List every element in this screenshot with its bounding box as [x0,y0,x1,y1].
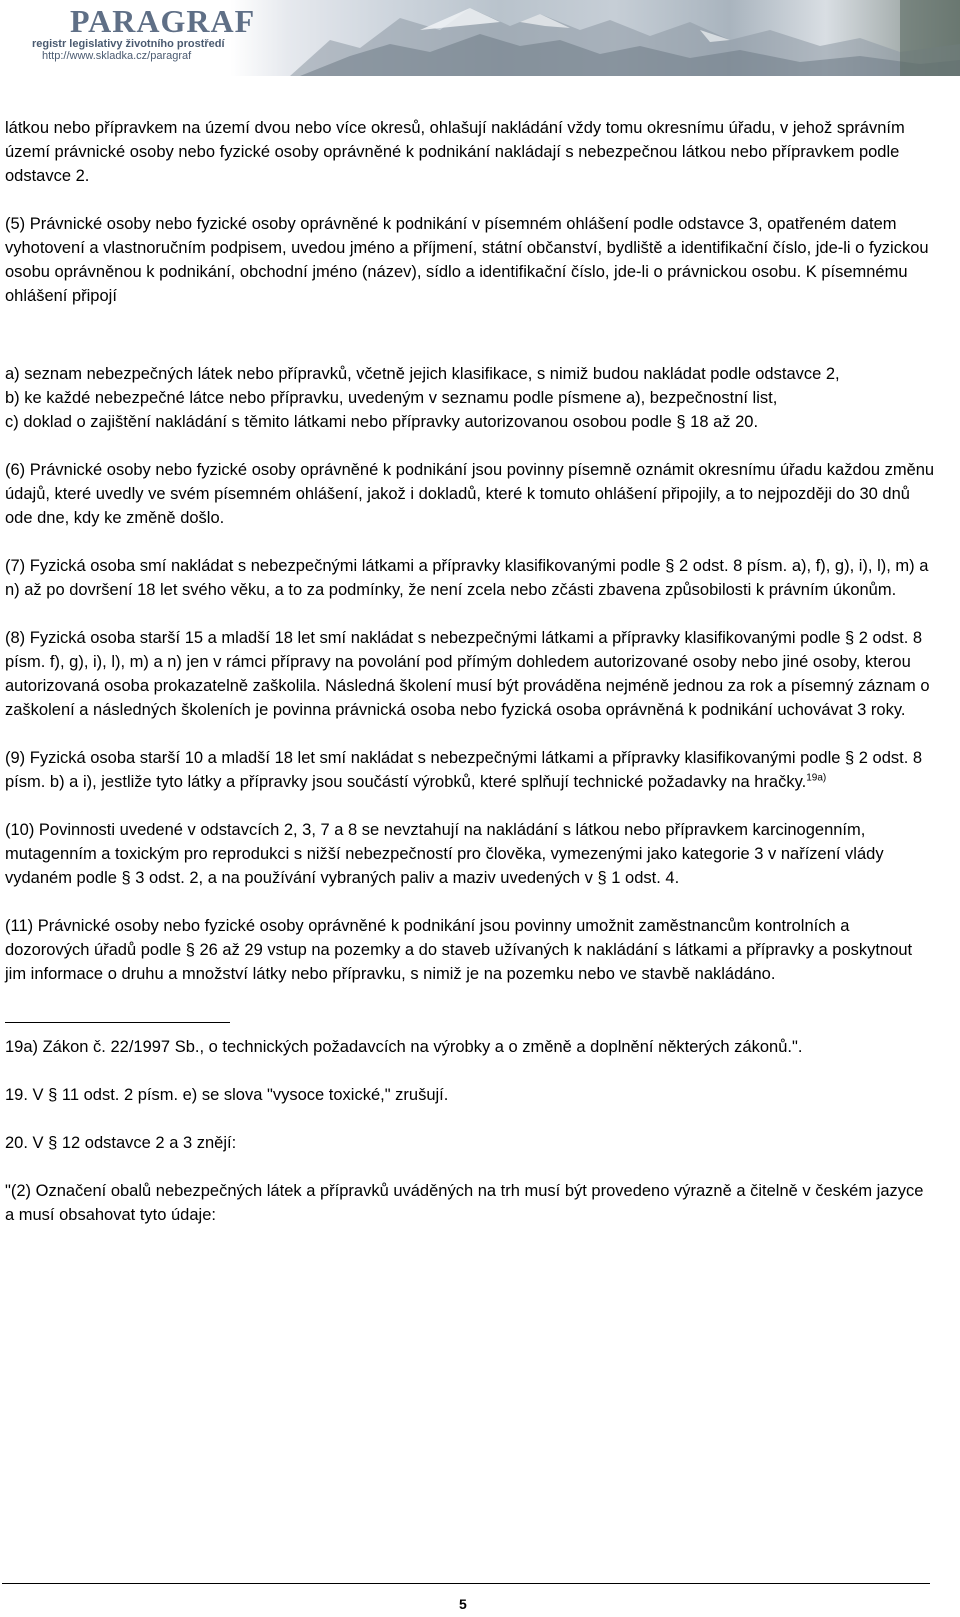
paragraph-intro: látkou nebo přípravkem na území dvou nebo více okresů, ohlašují nakládání vždy tomu okresnímu úřadu, v jehož správním území právnické osoby nebo fyzické osoby oprávněné k podnikání nakládají s nebezpečnou látkou nebo přípravkem podle odstavce 2. [5,119,905,185]
paragraf-logo [28,4,288,62]
footnote-19a: 19a) Zákon č. 22/1997 Sb., o technických požadavcích na výrobky a o změně a doplnění některých zákonů.". [5,1038,803,1056]
paragraph-2-new: "(2) Označení obalů nebezpečných látek a přípravků uváděných na trh musí být provedeno výrazně a čitelně v českém jazyce a musí obsahovat tyto údaje: [5,1182,924,1224]
paragraph-11: (11) Právnické osoby nebo fyzické osoby oprávněné k podnikání jsou povinny umožnit zaměstnancům kontrolních a dozorových úřadů podle § 26 až 29 vstup na pozemky a do staveb užívaných k nakládání s látkami a přípravky a poskytnout jim informace o druhu a množství látky nebo přípravku, s nimiž je na pozemku nebo ve stavbě nakládáno. [5,917,913,983]
paragraph-8: (8) Fyzická osoba starší 15 a mladší 18 let smí nakládat s nebezpečnými látkami a přípravky klasifikovanými podle § 2 odst. 8 písm. f), g), i), l), m) a n) jen v rámci přípravy na povolání pod přímým dohledem autorizované osoby nebo jiné osoby, kterou autorizovaná osoba prokazatelně zaškolila. Následná školení musí být prováděna nejméně jednou za rok a písemný záznam o zaškolení a následných školeních je povinna právnická osoba nebo fyzická osoba oprávněná k podnikání uchovávat 3 roky. [5,629,930,719]
page-bottom-divider [2,1583,930,1584]
list-item-b: b) ke každé nebezpečné látce nebo přípravku, uvedeným v seznamu podle písmene a), bezpečnostní list, [5,389,778,407]
paragraph-7: (7) Fyzická osoba smí nakládat s nebezpečnými látkami a přípravky klasifikovanými podle § 2 odst. 8 písm. a), f), g), i), l), m) a n) až po dovršení 18 let svého věku, a to za podmínky, že není zcela nebo zčásti zbavena způsobilosti k právním úkonům. [5,557,929,599]
page-number: 5 [459,1596,467,1612]
footnote-reference-19a: 19a) [806,772,827,784]
logo-url: http://www.skladka.cz/paragraf [42,50,192,62]
point-20: 20. V § 12 odstavce 2 a 3 znějí: [5,1134,237,1152]
paragraph-6: (6) Právnické osoby nebo fyzické osoby oprávněné k podnikání jsou povinny písemně oznámit okresnímu úřadu každou změnu údajů, které uvedly ve svém písemném ohlášení, jakož i dokladů, které k tomuto ohlášení připojily, a to nejpozději do 30 dnů ode dne, kdy ke změně došlo. [5,461,935,527]
logo-subtitle: registr legislativy životního prostředí [32,38,225,50]
list-item-a: a) seznam nebezpečných látek nebo přípravků, včetně jejich klasifikace, s nimiž budou nakládat podle odstavce 2, [5,365,840,383]
paragraph-9-text: (9) Fyzická osoba starší 10 a mladší 18 let smí nakládat s nebezpečnými látkami a přípravky klasifikovanými podle § 2 odst. 8 písm. b) a i), jestliže tyto látky a přípravky jsou součástí výrobků, které splňují technické požadavky na hračky. [5,749,923,791]
footnote-divider [5,1022,230,1023]
page-header-banner [0,0,960,76]
document-body [5,116,935,1227]
list-item-c: c) doklad o zajištění nakládání s těmito látkami nebo přípravky autorizovanou osobou podle § 18 až 20. [5,413,759,431]
paragraph-5: (5) Právnické osoby nebo fyzické osoby oprávněné k podnikání v písemném ohlášení podle odstavce 3, opatřeném datem vyhotovení a vlastnoručním podpisem, uvedou jméno a příjmení, státní občanství, bydliště a identifikační číslo, jde-li o fyzickou osobu oprávněnou k podnikání, obchodní jméno (název), sídlo a identifikační číslo, jde-li o právnickou osobu. K písemnému ohlášení připojí [5,215,929,305]
point-19: 19. V § 11 odst. 2 písm. e) se slova "vysoce toxické," zrušují. [5,1086,449,1104]
paragraph-10: (10) Povinnosti uvedené v odstavcích 2, 3, 7 a 8 se nevztahují na nakládání s látkou nebo přípravkem karcinogenním, mutagenním a toxickým pro reprodukci s nižší nebezpečností pro člověka, vymezenými jako kategorie 3 v nařízení vlády vydaném podle § 3 odst. 2, a na používání vybraných paliv a maziv uvedených v § 1 odst. 4. [5,821,884,887]
paragraph-9 [5,746,935,794]
logo-title: PARAGRAF [70,3,256,39]
